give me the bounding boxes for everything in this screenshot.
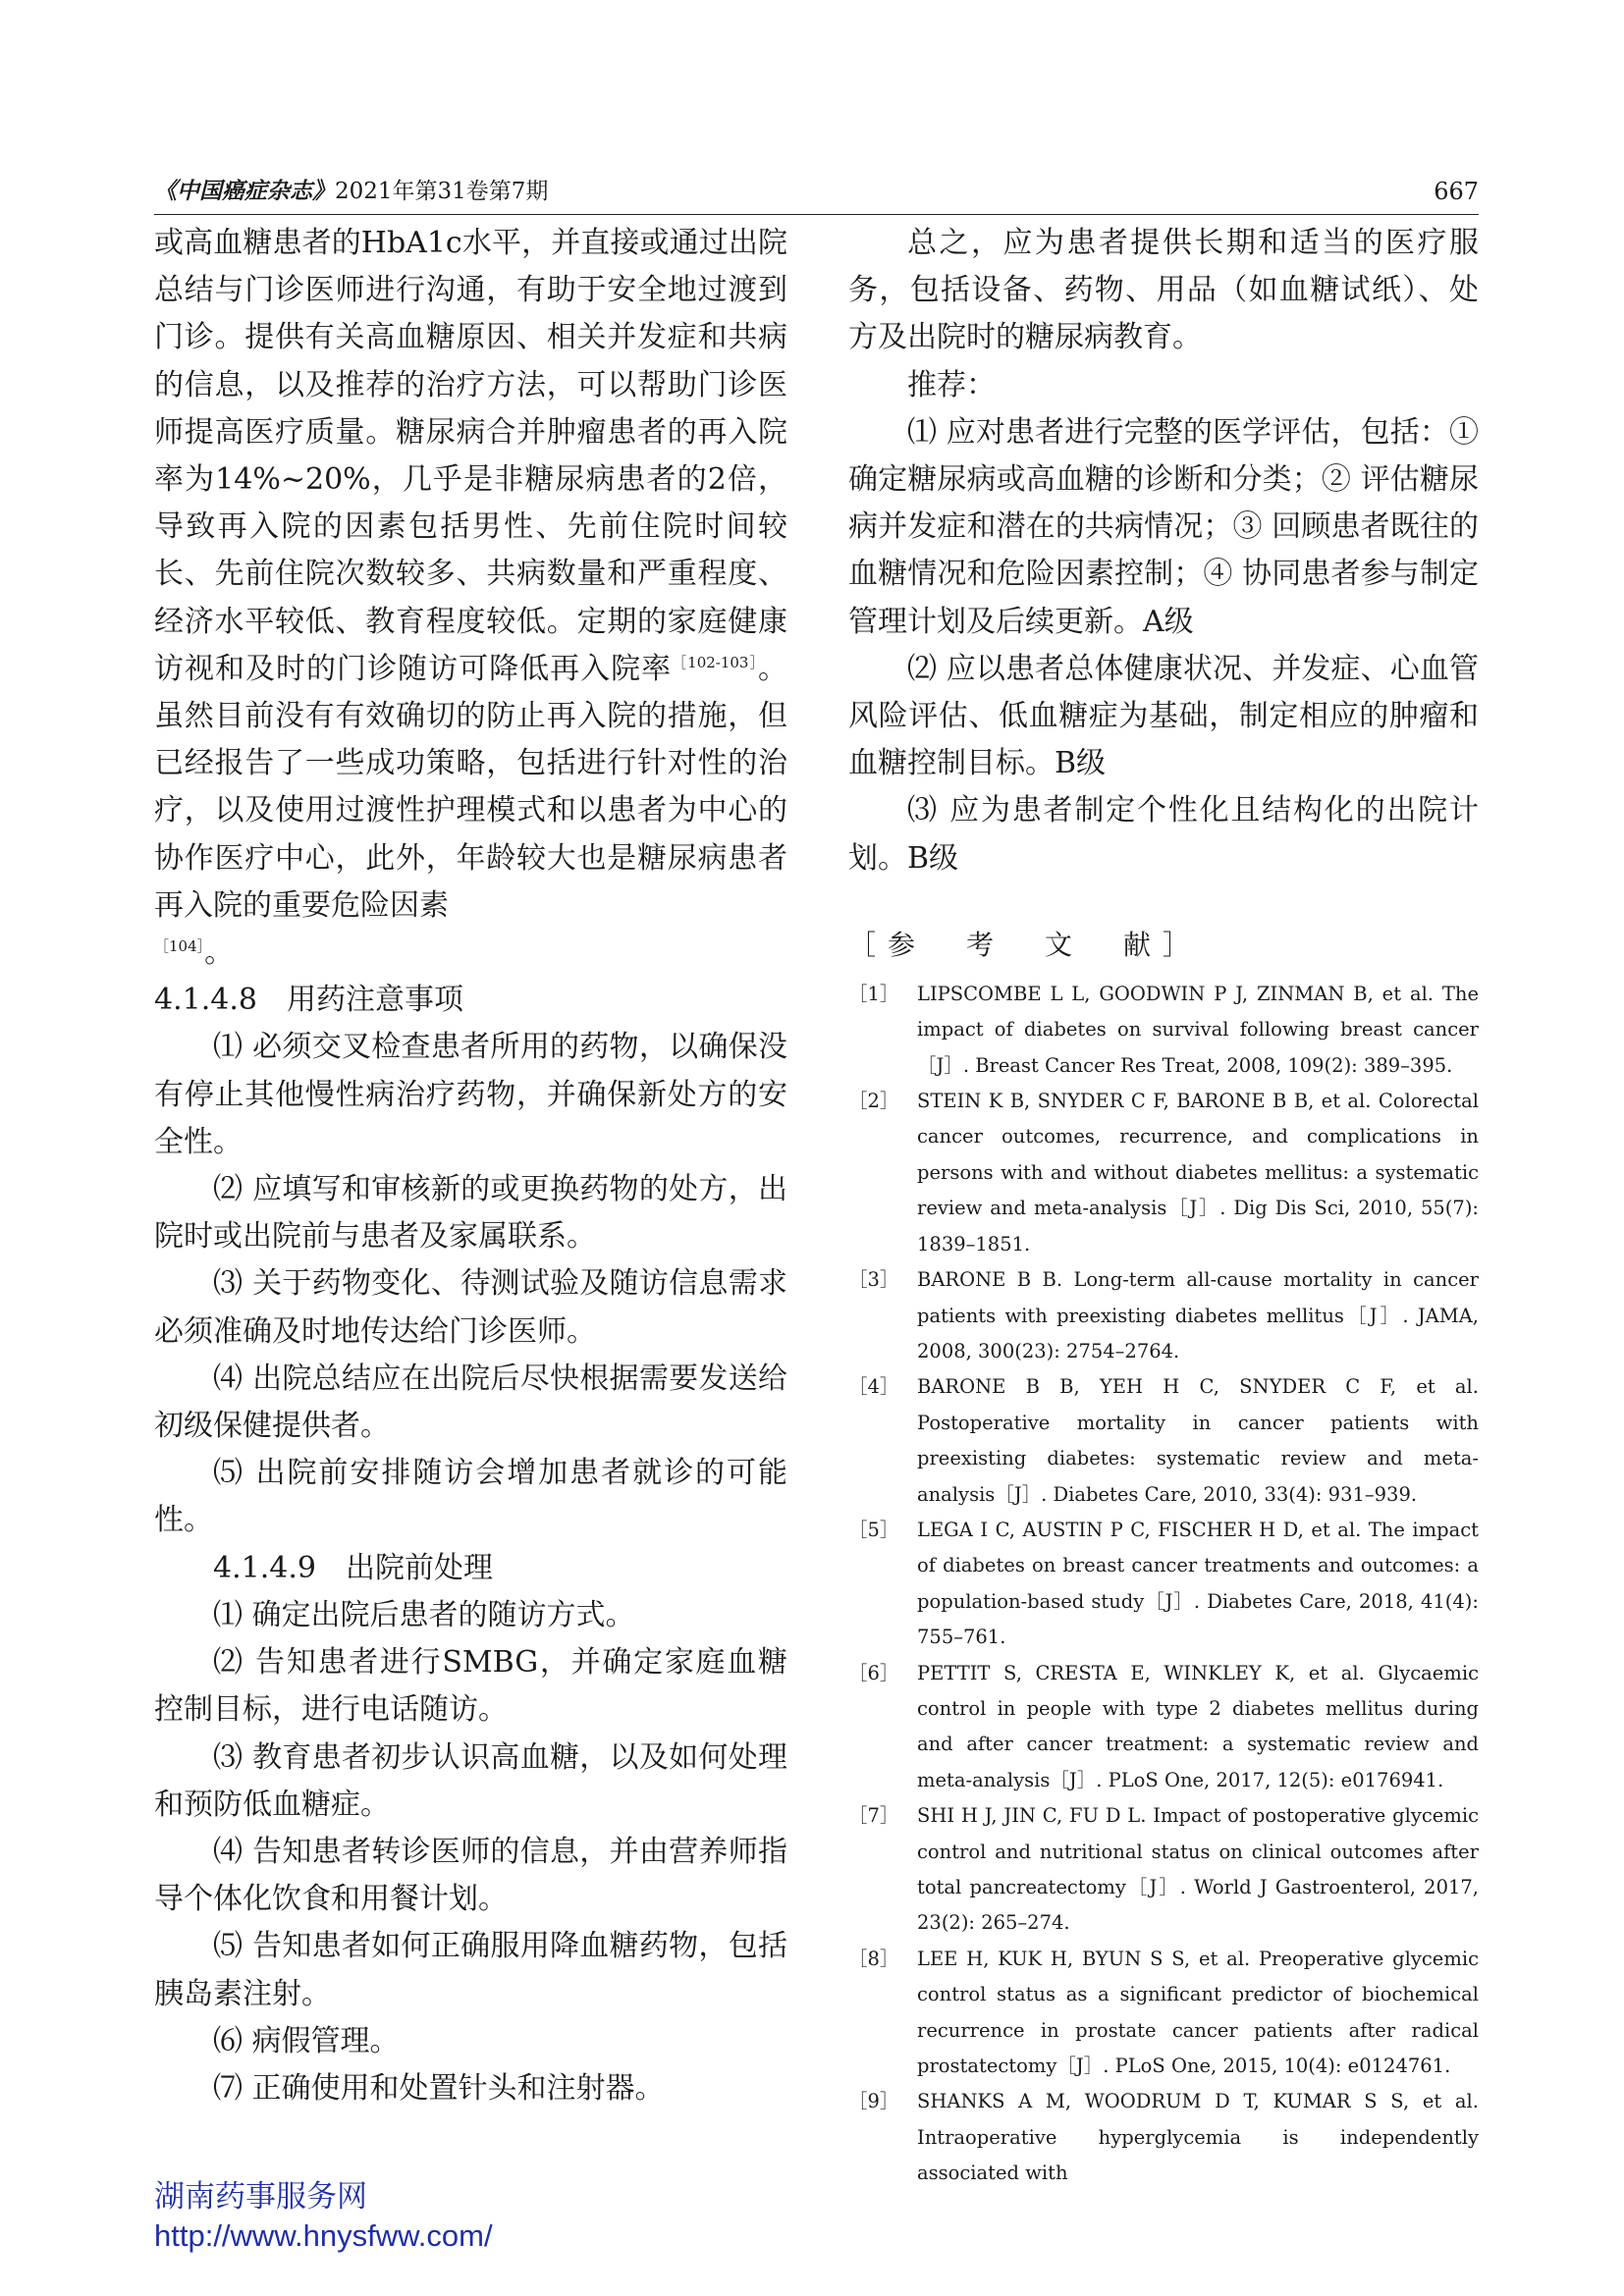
paragraph: [154, 1735, 787, 1829]
paragraph: [154, 1639, 787, 1734]
reference-number: ［5］: [848, 1518, 899, 1541]
paragraph: [154, 2065, 787, 2112]
reference-item: [848, 1656, 1479, 1799]
reference-item: [848, 1513, 1479, 1656]
paragraph-text: 总之，应为患者提供长期和适当的医疗服务，包括设备、药物、用品（如血糖试纸）、处方及出院时的糖尿病教育。: [848, 226, 1479, 355]
paragraph: [848, 787, 1479, 881]
paragraph: [154, 1166, 787, 1260]
reference-number: ［4］: [848, 1375, 899, 1399]
journal-name: 《中国癌症杂志》: [154, 178, 335, 204]
paragraph: [154, 930, 787, 977]
reference-text: SHI H J, JIN C, FU D L. Impact of postoperative glycemic control and nutritional status on clinical outcomes after total pancreatectomy［J］. World J Gastroenterol, 2017, 23(2): 265–274.: [917, 1804, 1479, 1935]
paragraph-text: ⑶ 应为患者制定个性化且结构化的出院计划。B级: [848, 793, 1479, 876]
reference-list: [848, 977, 1479, 2192]
paragraph: [154, 1356, 787, 1450]
paragraph-text: ⑷ 出院总结应在出院后尽快根据需要发送给初级保健提供者。: [154, 1361, 787, 1444]
paragraph: [154, 220, 787, 930]
right-column: [848, 220, 1479, 2192]
reference-number: ［3］: [848, 1268, 899, 1292]
citation-mark: ［104］: [154, 937, 205, 956]
paragraph-text: ⑵ 应填写和审核新的或更换药物的处方，出院时或出院前与患者及家属联系。: [154, 1172, 787, 1255]
paragraph-text: 4.1.4.8 用药注意事项: [154, 983, 463, 1018]
section-heading: [154, 1545, 787, 1592]
paragraph-text: 。: [204, 935, 235, 971]
reference-number: ［7］: [848, 1804, 899, 1828]
reference-number: ［6］: [848, 1661, 899, 1684]
left-column: [154, 220, 787, 2112]
reference-text: SHANKS A M, WOODRUM D T, KUMAR S S, et al. Intraoperative hyperglycemia is independently associated with: [917, 2090, 1479, 2185]
reference-text: LIPSCOMBE L L, GOODWIN P J, ZINMAN B, et al. The impact of diabetes on survival following breast cancer［J］. Breast Cancer Res Treat, 2008, 109(2): 389–395.: [917, 982, 1479, 1077]
paragraph-text: ⑴ 应对患者进行完整的医学评估，包括：① 确定糖尿病或高血糖的诊断和分类；② 评估糖尿病并发症和潜在的共病情况；③ 回顾患者既往的血糖情况和危险因素控制；④ 协同患者参与制定管理计划及后续更新。A级: [848, 414, 1479, 639]
paragraph-text: ⑴ 确定出院后患者的随访方式。: [213, 1597, 635, 1632]
paragraph: [154, 1829, 787, 1923]
reference-number: ［9］: [848, 2090, 899, 2113]
paragraph: [848, 220, 1479, 362]
reference-number: ［2］: [848, 1090, 899, 1113]
paragraph: [848, 362, 1479, 409]
reference-item: [848, 1084, 1479, 1262]
paragraph: [154, 2018, 787, 2065]
reference-item: [848, 1262, 1479, 1369]
section-heading: [154, 977, 787, 1024]
paragraph: [154, 1450, 787, 1544]
journal-issue-line: [154, 175, 548, 208]
reference-text: BARONE B B, YEH H C, SNYDER C F, et al. Postoperative mortality in cancer patients with preexisting diabetes: systematic review and meta-analysis［J］. Diabetes Care, 2010, 33(4): 931–939.: [917, 1375, 1479, 1506]
paragraph-text: 或高血糖患者的HbA1c水平，并直接或通过出院总结与门诊医师进行沟通，有助于安全地过渡到门诊。提供有关高血糖原因、相关并发症和共病的信息，以及推荐的治疗方法，可以帮助门诊医师提高医疗质量。糖尿病合并肿瘤患者的再入院率为14%~20%，几乎是非糖尿病患者的2倍，导致再入院的因素包括男性、先前住院时间较长、先前住院次数较多、共病数量和严重程度、经济水平较低、教育程度较低。定期的家庭健康访视和及时的门诊随访可降低再入院率: [154, 226, 787, 686]
paragraph: [848, 409, 1479, 646]
paragraph-text: 。虽然目前没有有效确切的防止再入院的措施，但已经报告了一些成功策略，包括进行针对性的治疗，以及使用过渡性护理模式和以患者为中心的协作医疗中心，此外，年龄较大也是糖尿病患者再入院的重要危险因素: [154, 651, 787, 923]
reference-number: ［1］: [848, 982, 899, 1005]
reference-number: ［8］: [848, 1947, 899, 1970]
citation-mark: ［102-103］: [672, 653, 758, 671]
references-heading: ［参 考 文 献］: [848, 928, 1203, 961]
right-column-body: [848, 220, 1479, 882]
paragraph-text: ⑸ 出院前安排随访会增加患者就诊的可能性。: [154, 1456, 787, 1538]
paragraph-text: ⑴ 必须交叉检查患者所用的药物，以确保没有停止其他慢性病治疗药物，并确保新处方的安全性。: [154, 1030, 787, 1159]
reference-item: [848, 977, 1479, 1084]
paragraph-text: ⑹ 病假管理。: [213, 2023, 400, 2058]
reference-item: [848, 2084, 1479, 2191]
paragraph-text: ⑵ 告知患者进行SMBG，并确定家庭血糖控制目标，进行电话随访。: [154, 1645, 787, 1728]
paragraph-text: ⑷ 告知患者转诊医师的信息，并由营养师指导个体化饮食和用餐计划。: [154, 1834, 787, 1917]
reference-item: [848, 1942, 1479, 2085]
paragraph-text: ⑶ 关于药物变化、待测试验及随访信息需求必须准确及时地传达给门诊医师。: [154, 1266, 787, 1349]
paragraph-text: ⑸ 告知患者如何正确服用降血糖药物，包括胰岛素注射。: [154, 1929, 787, 2011]
reference-text: STEIN K B, SNYDER C F, BARONE B B, et al. Colorectal cancer outcomes, recurrence, and complications in persons with and without diabetes mellitus: a systematic review and meta-analysis［J］. Dig Dis Sci, 2010, 55(7): 1839–1851.: [917, 1090, 1479, 1255]
paragraph: [154, 1923, 787, 2017]
paragraph: [154, 1024, 787, 1166]
page-footer: [154, 2177, 493, 2256]
reference-text: LEGA I C, AUSTIN P C, FISCHER H D, et al. The impact of diabetes on breast cancer treatments and outcomes: a population-based study［J］. Diabetes Care, 2018, 41(4): 755–761.: [917, 1518, 1479, 1649]
reference-item: [848, 1798, 1479, 1942]
paragraph: [848, 646, 1479, 788]
reference-text: PETTIT S, CRESTA E, WINKLEY K, et al. Glycaemic control in people with type 2 diabetes mellitus during and after cancer treatment: a systematic review and meta-analysis［J］. PLoS One, 2017, 12(5): e0176941.: [917, 1661, 1479, 1791]
paragraph-text: ⑺ 正确使用和处置针头和注射器。: [213, 2070, 665, 2106]
footer-site-name: 湖南药事服务网: [154, 2179, 367, 2214]
paragraph-text: ⑶ 教育患者初步认识高血糖，以及如何处理和预防低血糖症。: [154, 1739, 787, 1822]
page-header: [154, 175, 1479, 215]
paragraph: [154, 1260, 787, 1355]
reference-item: [848, 1369, 1479, 1513]
reference-text: BARONE B B. Long-term all-cause mortality in cancer patients with preexisting diabetes mellitus［J］. JAMA, 2008, 300(23): 2754–2764.: [917, 1268, 1479, 1362]
reference-text: LEE H, KUK H, BYUN S S, et al. Preoperative glycemic control status as a significant predictor of biochemical recurrence in prostate cancer patients after radical prostatectomy［J］. PLoS One, 2015, 10(4): e0124761.: [917, 1947, 1479, 2078]
issue-info: 2021年第31卷第7期: [335, 179, 549, 204]
page-number: 667: [1434, 178, 1479, 205]
paragraph-text: 推荐：: [907, 367, 996, 402]
paragraph-text: 4.1.4.9 出院前处理: [213, 1550, 493, 1585]
paragraph-text: ⑵ 应以患者总体健康状况、并发症、心血管风险评估、低血糖症为基础，制定相应的肿瘤和血糖控制目标。B级: [848, 651, 1479, 781]
paragraph: [154, 1592, 787, 1639]
footer-url-link[interactable]: http://www.hnysfww.com/: [154, 2218, 493, 2253]
